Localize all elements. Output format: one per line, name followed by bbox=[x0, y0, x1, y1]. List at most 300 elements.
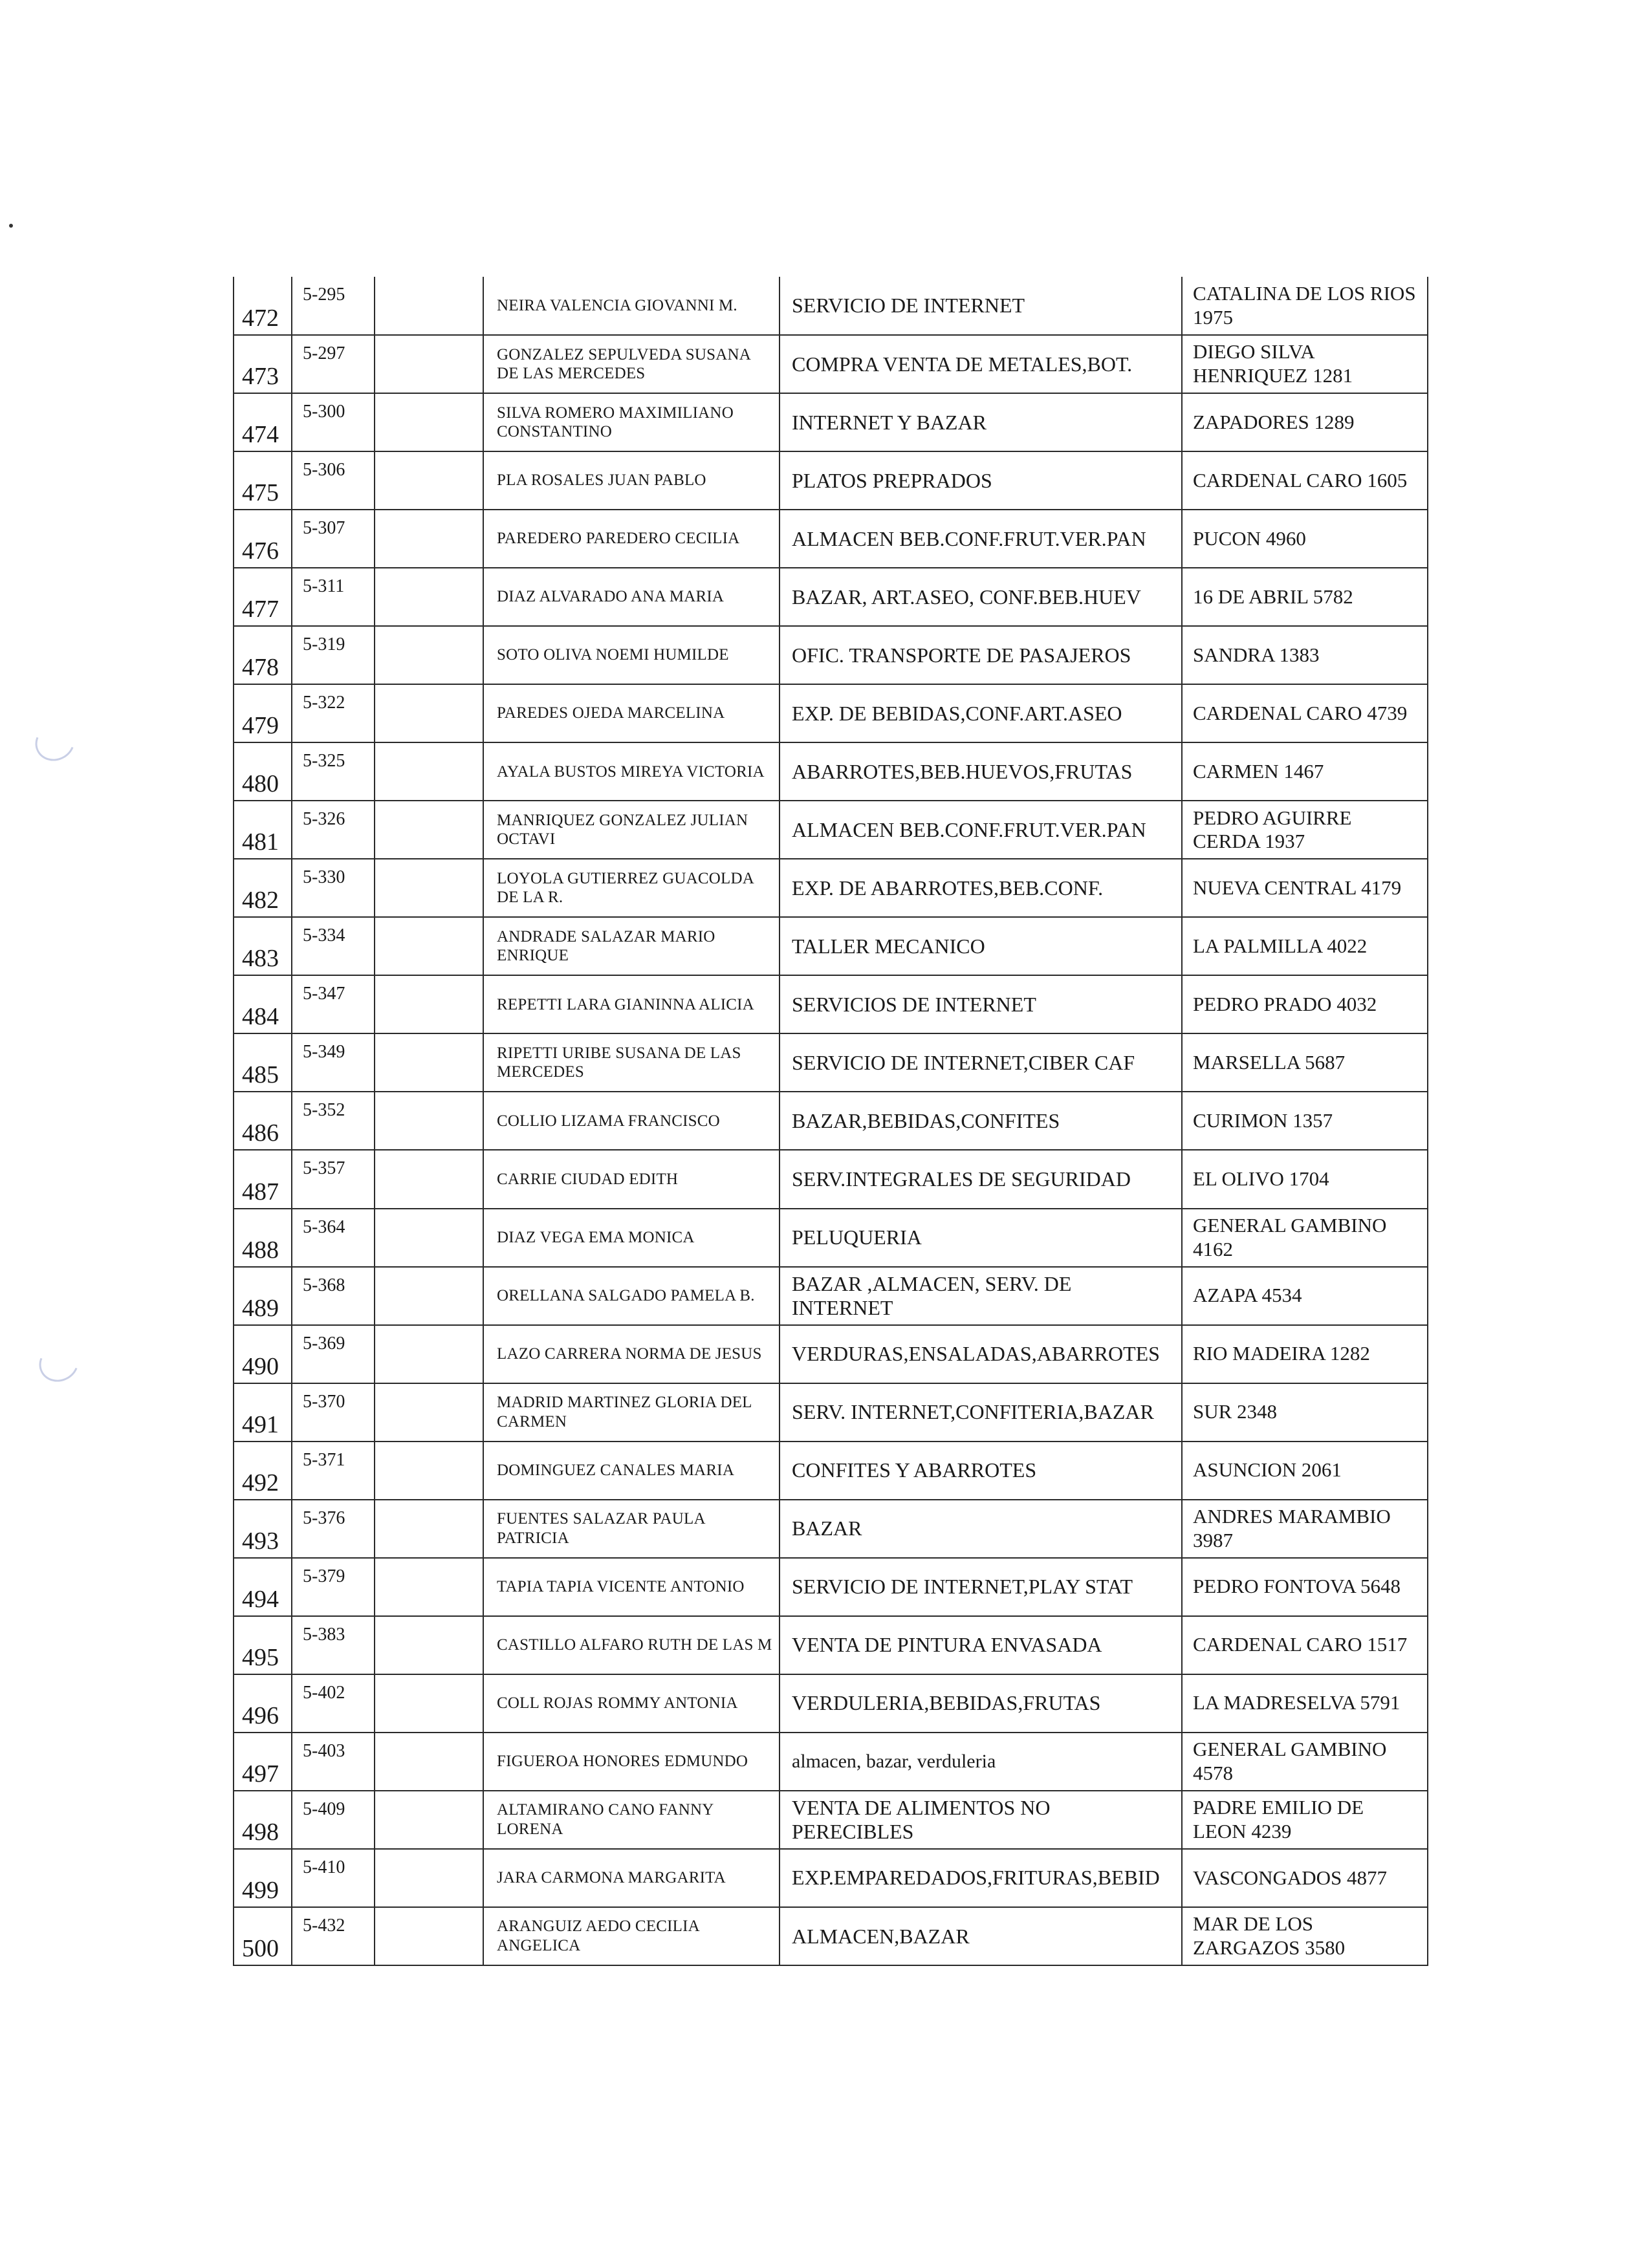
empty-cell-cell bbox=[375, 917, 483, 975]
business-activity-cell bbox=[780, 626, 1182, 684]
business-activity-cell bbox=[780, 1442, 1182, 1500]
rol-number-cell bbox=[292, 1442, 375, 1500]
rol-number-cell bbox=[292, 1558, 375, 1616]
rol-number-cell bbox=[292, 568, 375, 626]
rol-number-cell bbox=[292, 1209, 375, 1267]
row-number: 477 bbox=[242, 596, 279, 623]
rol-number-cell bbox=[292, 1383, 375, 1442]
holder-name-cell bbox=[483, 568, 780, 626]
row-number: 481 bbox=[242, 828, 279, 856]
business-activity-cell bbox=[780, 1209, 1182, 1267]
empty-cell-cell bbox=[375, 1325, 483, 1383]
holder-name: ORELLANA SALGADO PAMELA B. bbox=[497, 1286, 755, 1304]
rol-number-cell bbox=[292, 1033, 375, 1092]
rol-number-cell bbox=[292, 742, 375, 801]
rol-number-cell bbox=[292, 1092, 375, 1150]
business-activity: ALMACEN,BAZAR bbox=[792, 1924, 970, 1948]
holder-name-cell bbox=[483, 1267, 780, 1325]
business-address-cell bbox=[1182, 1325, 1428, 1383]
rol-number: 5-402 bbox=[303, 1682, 345, 1703]
business-address-cell bbox=[1182, 1267, 1428, 1325]
rol-number: 5-319 bbox=[303, 634, 345, 655]
business-address-cell bbox=[1182, 1733, 1428, 1791]
row-number-cell bbox=[234, 1733, 292, 1791]
row-number-cell bbox=[234, 1791, 292, 1849]
holder-name-cell bbox=[483, 801, 780, 859]
holder-name-cell bbox=[483, 1092, 780, 1150]
holder-name: DIAZ VEGA EMA MONICA bbox=[497, 1228, 695, 1246]
business-activity-cell bbox=[780, 393, 1182, 451]
business-activity: BAZAR bbox=[792, 1517, 862, 1540]
rol-number: 5-349 bbox=[303, 1042, 345, 1063]
row-number: 499 bbox=[242, 1876, 279, 1904]
business-activity: EXP. DE BEBIDAS,CONF.ART.ASEO bbox=[792, 701, 1122, 725]
business-address-cell bbox=[1182, 1616, 1428, 1674]
empty-cell-cell bbox=[375, 1033, 483, 1092]
business-activity: CONFITES Y ABARROTES bbox=[792, 1458, 1037, 1482]
business-activity: SERVICIOS DE INTERNET bbox=[792, 992, 1036, 1016]
empty-cell-cell bbox=[375, 1383, 483, 1442]
row-number-cell bbox=[234, 1616, 292, 1674]
rol-number: 5-368 bbox=[303, 1275, 345, 1295]
rol-number-cell bbox=[292, 277, 375, 335]
row-number: 486 bbox=[242, 1119, 279, 1147]
holder-name: ANDRADE SALAZAR MARIO ENRIQUE bbox=[497, 927, 715, 965]
row-number-cell bbox=[234, 335, 292, 393]
holder-name: DIAZ ALVARADO ANA MARIA bbox=[497, 588, 725, 606]
business-activity: PELUQUERIA bbox=[792, 1226, 922, 1249]
holder-name-cell bbox=[483, 1150, 780, 1208]
table-row bbox=[234, 1558, 1428, 1616]
holder-name-cell bbox=[483, 1791, 780, 1849]
business-activity: almacen, bazar, verduleria bbox=[792, 1750, 996, 1772]
row-number-cell bbox=[234, 451, 292, 510]
holder-name-cell bbox=[483, 1442, 780, 1500]
punch-hole bbox=[33, 1339, 85, 1388]
business-address-cell bbox=[1182, 568, 1428, 626]
holder-name-cell bbox=[483, 1209, 780, 1267]
row-number-cell bbox=[234, 1849, 292, 1907]
empty-cell-cell bbox=[375, 335, 483, 393]
holder-name-cell bbox=[483, 684, 780, 742]
table-row bbox=[234, 1442, 1428, 1500]
empty-cell-cell bbox=[375, 277, 483, 335]
table-row bbox=[234, 568, 1428, 626]
rol-number-cell bbox=[292, 451, 375, 510]
row-number: 475 bbox=[242, 479, 279, 507]
row-number-cell bbox=[234, 393, 292, 451]
business-address-cell bbox=[1182, 626, 1428, 684]
rol-number-cell bbox=[292, 1267, 375, 1325]
row-number-cell bbox=[234, 1033, 292, 1092]
rol-number: 5-376 bbox=[303, 1507, 345, 1528]
row-number: 488 bbox=[242, 1236, 279, 1264]
table-row bbox=[234, 1383, 1428, 1442]
holder-name-cell bbox=[483, 975, 780, 1033]
row-number: 483 bbox=[242, 945, 279, 973]
holder-name-cell bbox=[483, 393, 780, 451]
business-activity: PLATOS PREPRADOS bbox=[792, 468, 992, 492]
holder-name: JARA CARMONA MARGARITA bbox=[497, 1869, 726, 1887]
row-number-cell bbox=[234, 1442, 292, 1500]
rol-number: 5-369 bbox=[303, 1333, 345, 1354]
table-row bbox=[234, 626, 1428, 684]
row-number-cell bbox=[234, 1092, 292, 1150]
business-activity-cell bbox=[780, 1791, 1182, 1849]
holder-name: LOYOLA GUTIERREZ GUACOLDA DE LA R. bbox=[497, 869, 754, 907]
row-number-cell bbox=[234, 1500, 292, 1558]
rol-number-cell bbox=[292, 1849, 375, 1907]
business-address: 16 DE ABRIL 5782 bbox=[1193, 585, 1353, 608]
empty-cell-cell bbox=[375, 393, 483, 451]
business-address-cell bbox=[1182, 1907, 1428, 1965]
holder-name: CARRIE CIUDAD EDITH bbox=[497, 1170, 679, 1188]
row-number: 480 bbox=[242, 770, 279, 798]
business-address: ASUNCION 2061 bbox=[1193, 1458, 1342, 1482]
empty-cell-cell bbox=[375, 859, 483, 917]
table-row bbox=[234, 859, 1428, 917]
business-activity-cell bbox=[780, 1849, 1182, 1907]
rol-number-cell bbox=[292, 1616, 375, 1674]
rol-number: 5-311 bbox=[303, 576, 345, 597]
business-activity: ALMACEN BEB.CONF.FRUT.VER.PAN bbox=[792, 526, 1146, 550]
holder-name: PAREDERO PAREDERO CECILIA bbox=[497, 530, 740, 548]
business-address-cell bbox=[1182, 277, 1428, 335]
business-activity: OFIC. TRANSPORTE DE PASAJEROS bbox=[792, 643, 1131, 667]
rol-number-cell bbox=[292, 1150, 375, 1208]
rol-number-cell bbox=[292, 510, 375, 568]
business-address: MAR DE LOS ZARGAZOS 3580 bbox=[1193, 1912, 1346, 1959]
holder-name-cell bbox=[483, 510, 780, 568]
business-activity: BAZAR, ART.ASEO, CONF.BEB.HUEV bbox=[792, 585, 1141, 609]
rol-number-cell bbox=[292, 1500, 375, 1558]
holder-name-cell bbox=[483, 1383, 780, 1442]
holder-name: ARANGUIZ AEDO CECILIA ANGELICA bbox=[497, 1917, 699, 1954]
holder-name-cell bbox=[483, 859, 780, 917]
business-address: DIEGO SILVA HENRIQUEZ 1281 bbox=[1193, 340, 1353, 387]
business-activity-cell bbox=[780, 975, 1182, 1033]
business-activity: VERDURAS,ENSALADAS,ABARROTES bbox=[792, 1342, 1160, 1366]
business-address: GENERAL GAMBINO 4162 bbox=[1193, 1213, 1387, 1260]
business-activity: TALLER MECANICO bbox=[792, 934, 985, 958]
holder-name: MANRIQUEZ GONZALEZ JULIAN OCTAVI bbox=[497, 811, 748, 848]
business-activity-cell bbox=[780, 801, 1182, 859]
table-row bbox=[234, 1733, 1428, 1791]
business-address: CARDENAL CARO 1605 bbox=[1193, 468, 1408, 491]
business-activity-cell bbox=[780, 1092, 1182, 1150]
holder-name-cell bbox=[483, 1733, 780, 1791]
table-row bbox=[234, 1325, 1428, 1383]
business-activity: ALMACEN BEB.CONF.FRUT.VER.PAN bbox=[792, 817, 1146, 841]
business-address: CURIMON 1357 bbox=[1193, 1109, 1333, 1132]
business-address: VASCONGADOS 4877 bbox=[1193, 1866, 1388, 1889]
rol-number-cell bbox=[292, 626, 375, 684]
table-row bbox=[234, 1849, 1428, 1907]
business-address: PEDRO AGUIRRE CERDA 1937 bbox=[1193, 806, 1352, 853]
business-address: NUEVA CENTRAL 4179 bbox=[1193, 876, 1402, 900]
business-address: GENERAL GAMBINO 4578 bbox=[1193, 1738, 1387, 1784]
business-address-cell bbox=[1182, 1674, 1428, 1733]
row-number: 490 bbox=[242, 1352, 279, 1380]
holder-name-cell bbox=[483, 742, 780, 801]
business-activity-cell bbox=[780, 1383, 1182, 1442]
business-address-cell bbox=[1182, 1442, 1428, 1500]
row-number: 479 bbox=[242, 712, 279, 740]
row-number: 489 bbox=[242, 1294, 279, 1322]
rol-number-cell bbox=[292, 975, 375, 1033]
row-number: 491 bbox=[242, 1410, 279, 1438]
rol-number: 5-403 bbox=[303, 1740, 345, 1761]
holder-name: NEIRA VALENCIA GIOVANNI M. bbox=[497, 296, 737, 314]
business-address-cell bbox=[1182, 1849, 1428, 1907]
rol-number: 5-306 bbox=[303, 460, 345, 481]
business-address-cell bbox=[1182, 335, 1428, 393]
table-row bbox=[234, 451, 1428, 510]
rol-number-cell bbox=[292, 1733, 375, 1791]
rol-number-cell bbox=[292, 1674, 375, 1733]
row-number: 478 bbox=[242, 654, 279, 682]
row-number: 494 bbox=[242, 1585, 279, 1613]
row-number: 474 bbox=[242, 421, 279, 449]
holder-name-cell bbox=[483, 626, 780, 684]
holder-name: SOTO OLIVA NOEMI HUMILDE bbox=[497, 646, 729, 664]
holder-name: CASTILLO ALFARO RUTH DE LAS M bbox=[497, 1636, 772, 1654]
holder-name-cell bbox=[483, 1325, 780, 1383]
table-row bbox=[234, 742, 1428, 801]
empty-cell-cell bbox=[375, 1558, 483, 1616]
row-number-cell bbox=[234, 1674, 292, 1733]
row-number-cell bbox=[234, 801, 292, 859]
row-number: 485 bbox=[242, 1061, 279, 1089]
business-address: EL OLIVO 1704 bbox=[1193, 1167, 1329, 1191]
holder-name: AYALA BUSTOS MIREYA VICTORIA bbox=[497, 762, 765, 781]
holder-name-cell bbox=[483, 1500, 780, 1558]
row-number: 482 bbox=[242, 887, 279, 914]
business-address-cell bbox=[1182, 1500, 1428, 1558]
business-activity: VENTA DE ALIMENTOS NO PERECIBLES bbox=[792, 1796, 1051, 1843]
holder-name: ALTAMIRANO CANO FANNY LORENA bbox=[497, 1801, 714, 1838]
rol-number: 5-409 bbox=[303, 1798, 345, 1819]
row-number: 500 bbox=[242, 1935, 279, 1962]
table-row bbox=[234, 1033, 1428, 1092]
business-activity-cell bbox=[780, 277, 1182, 335]
holder-name-cell bbox=[483, 1674, 780, 1733]
row-number-cell bbox=[234, 917, 292, 975]
rol-number: 5-371 bbox=[303, 1449, 345, 1470]
business-address-cell bbox=[1182, 801, 1428, 859]
row-number-cell bbox=[234, 1325, 292, 1383]
row-number: 493 bbox=[242, 1527, 279, 1555]
rol-number: 5-379 bbox=[303, 1566, 345, 1586]
row-number-cell bbox=[234, 1209, 292, 1267]
business-activity-cell bbox=[780, 510, 1182, 568]
row-number-cell bbox=[234, 975, 292, 1033]
business-address-cell bbox=[1182, 975, 1428, 1033]
business-address: LA PALMILLA 4022 bbox=[1193, 934, 1368, 958]
business-address-cell bbox=[1182, 1033, 1428, 1092]
rol-number-cell bbox=[292, 335, 375, 393]
business-activity-cell bbox=[780, 1616, 1182, 1674]
empty-cell-cell bbox=[375, 1791, 483, 1849]
business-address: PEDRO PRADO 4032 bbox=[1193, 993, 1377, 1016]
business-address: ZAPADORES 1289 bbox=[1193, 410, 1355, 433]
row-number-cell bbox=[234, 277, 292, 335]
empty-cell-cell bbox=[375, 1616, 483, 1674]
empty-cell-cell bbox=[375, 1849, 483, 1907]
rol-number: 5-325 bbox=[303, 751, 345, 772]
holder-name-cell bbox=[483, 1558, 780, 1616]
empty-cell-cell bbox=[375, 1733, 483, 1791]
table-row bbox=[234, 1209, 1428, 1267]
business-activity: SERVICIO DE INTERNET,CIBER CAF bbox=[792, 1051, 1135, 1075]
business-address: RIO MADEIRA 1282 bbox=[1193, 1342, 1370, 1365]
row-number: 472 bbox=[242, 305, 279, 332]
holder-name-cell bbox=[483, 917, 780, 975]
business-activity: INTERNET Y BAZAR bbox=[792, 410, 987, 434]
table-row bbox=[234, 1267, 1428, 1325]
business-activity-cell bbox=[780, 568, 1182, 626]
business-activity: BAZAR ,ALMACEN, SERV. DE INTERNET bbox=[792, 1271, 1072, 1319]
business-address-cell bbox=[1182, 1791, 1428, 1849]
business-activity-cell bbox=[780, 917, 1182, 975]
business-activity: EXP. DE ABARROTES,BEB.CONF. bbox=[792, 876, 1104, 900]
business-address-cell bbox=[1182, 1558, 1428, 1616]
table-row bbox=[234, 1791, 1428, 1849]
business-activity: SERV. INTERNET,CONFITERIA,BAZAR bbox=[792, 1400, 1154, 1424]
business-activity: VENTA DE PINTURA ENVASADA bbox=[792, 1633, 1102, 1657]
rol-number-cell bbox=[292, 1325, 375, 1383]
business-address: CARMEN 1467 bbox=[1193, 759, 1324, 783]
row-number: 492 bbox=[242, 1469, 279, 1496]
business-address: ANDRES MARAMBIO 3987 bbox=[1193, 1505, 1391, 1551]
table-row bbox=[234, 1092, 1428, 1150]
rol-number: 5-334 bbox=[303, 925, 345, 946]
empty-cell-cell bbox=[375, 568, 483, 626]
holder-name: COLL ROJAS ROMMY ANTONIA bbox=[497, 1694, 738, 1712]
rol-number: 5-364 bbox=[303, 1216, 345, 1237]
business-activity-cell bbox=[780, 1033, 1182, 1092]
rol-number: 5-295 bbox=[303, 285, 345, 305]
row-number-cell bbox=[234, 1267, 292, 1325]
business-activity-cell bbox=[780, 1267, 1182, 1325]
empty-cell-cell bbox=[375, 1442, 483, 1500]
business-activity-cell bbox=[780, 335, 1182, 393]
table-row bbox=[234, 335, 1428, 393]
holder-name-cell bbox=[483, 335, 780, 393]
empty-cell-cell bbox=[375, 1267, 483, 1325]
holder-name: SILVA ROMERO MAXIMILIANO CONSTANTINO bbox=[497, 404, 734, 441]
empty-cell-cell bbox=[375, 1674, 483, 1733]
business-activity: EXP.EMPAREDADOS,FRITURAS,BEBID bbox=[792, 1866, 1160, 1890]
business-activity: ABARROTES,BEB.HUEVOS,FRUTAS bbox=[792, 759, 1133, 783]
row-number-cell bbox=[234, 1150, 292, 1208]
business-address-cell bbox=[1182, 1209, 1428, 1267]
holder-name: PLA ROSALES JUAN PABLO bbox=[497, 471, 706, 490]
business-activity-cell bbox=[780, 1500, 1182, 1558]
business-activity-cell bbox=[780, 1907, 1182, 1965]
table-row bbox=[234, 917, 1428, 975]
business-activity: COMPRA VENTA DE METALES,BOT. bbox=[792, 352, 1133, 376]
business-address: CARDENAL CARO 4739 bbox=[1193, 701, 1408, 724]
holder-name: FUENTES SALAZAR PAULA PATRICIA bbox=[497, 1510, 705, 1547]
row-number: 498 bbox=[242, 1818, 279, 1846]
table-row bbox=[234, 975, 1428, 1033]
business-address-cell bbox=[1182, 917, 1428, 975]
rol-number: 5-322 bbox=[303, 693, 345, 713]
business-address-cell bbox=[1182, 684, 1428, 742]
business-address: MARSELLA 5687 bbox=[1193, 1051, 1346, 1074]
business-address-cell bbox=[1182, 451, 1428, 510]
row-number-cell bbox=[234, 510, 292, 568]
business-activity-cell bbox=[780, 1733, 1182, 1791]
holder-name-cell bbox=[483, 1616, 780, 1674]
holder-name-cell bbox=[483, 277, 780, 335]
row-number: 473 bbox=[242, 363, 279, 391]
row-number: 495 bbox=[242, 1643, 279, 1671]
holder-name-cell bbox=[483, 451, 780, 510]
rol-number: 5-357 bbox=[303, 1158, 345, 1179]
row-number: 496 bbox=[242, 1701, 279, 1729]
business-address: CARDENAL CARO 1517 bbox=[1193, 1633, 1408, 1656]
business-address-cell bbox=[1182, 510, 1428, 568]
row-number-cell bbox=[234, 568, 292, 626]
rol-number: 5-330 bbox=[303, 867, 345, 888]
empty-cell-cell bbox=[375, 801, 483, 859]
rol-number: 5-352 bbox=[303, 1100, 345, 1121]
business-activity-cell bbox=[780, 1150, 1182, 1208]
business-address: AZAPA 4534 bbox=[1193, 1284, 1302, 1307]
business-activity-cell bbox=[780, 451, 1182, 510]
rol-number-cell bbox=[292, 684, 375, 742]
rol-number: 5-383 bbox=[303, 1624, 345, 1645]
business-address: LA MADRESELVA 5791 bbox=[1193, 1691, 1401, 1714]
empty-cell-cell bbox=[375, 1150, 483, 1208]
business-address: SUR 2348 bbox=[1193, 1400, 1278, 1423]
patent-register-table bbox=[233, 277, 1428, 1966]
table-row bbox=[234, 1150, 1428, 1208]
register-rows bbox=[234, 277, 1428, 1965]
business-activity: SERVICIO DE INTERNET bbox=[792, 294, 1025, 318]
row-number: 484 bbox=[242, 1003, 279, 1031]
row-number: 497 bbox=[242, 1760, 279, 1787]
table-row bbox=[234, 1616, 1428, 1674]
holder-name-cell bbox=[483, 1849, 780, 1907]
row-number-cell bbox=[234, 1383, 292, 1442]
holder-name: PAREDES OJEDA MARCELINA bbox=[497, 704, 725, 722]
business-address-cell bbox=[1182, 742, 1428, 801]
row-number-cell bbox=[234, 859, 292, 917]
rol-number-cell bbox=[292, 859, 375, 917]
business-address: PUCON 4960 bbox=[1193, 526, 1306, 550]
punch-hole bbox=[29, 718, 81, 768]
rol-number: 5-300 bbox=[303, 402, 345, 422]
business-address: PEDRO FONTOVA 5648 bbox=[1193, 1575, 1401, 1598]
empty-cell-cell bbox=[375, 1092, 483, 1150]
business-address-cell bbox=[1182, 1383, 1428, 1442]
holder-name: FIGUEROA HONORES EDMUNDO bbox=[497, 1753, 748, 1771]
business-address: SANDRA 1383 bbox=[1193, 643, 1320, 666]
table-row bbox=[234, 1674, 1428, 1733]
business-address-cell bbox=[1182, 1092, 1428, 1150]
business-activity: SERV.INTEGRALES DE SEGURIDAD bbox=[792, 1167, 1131, 1191]
business-address-cell bbox=[1182, 1150, 1428, 1208]
business-address: CATALINA DE LOS RIOS 1975 bbox=[1193, 281, 1416, 329]
empty-cell-cell bbox=[375, 742, 483, 801]
row-number-cell bbox=[234, 626, 292, 684]
empty-cell-cell bbox=[375, 1907, 483, 1965]
table-row bbox=[234, 393, 1428, 451]
row-number: 476 bbox=[242, 537, 279, 565]
